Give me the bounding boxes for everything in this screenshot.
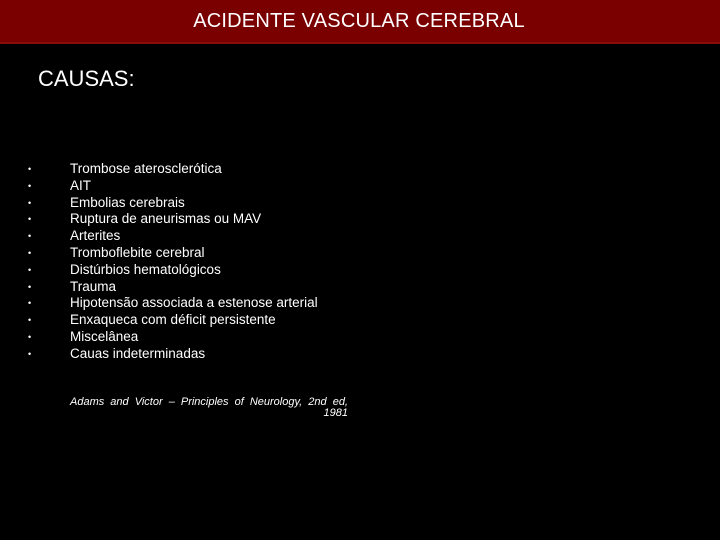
citation: Adams and Victor – Principles of Neurology, 2nd ed, 1981 xyxy=(70,396,348,419)
bullet-icon: • xyxy=(28,214,32,225)
list-item xyxy=(28,195,318,212)
bullet-icon: • xyxy=(28,348,32,359)
list-item xyxy=(28,245,318,262)
list-item-text: Ruptura de aneurismas ou MAV xyxy=(70,211,262,227)
list-item-text: Miscelânea xyxy=(70,328,139,344)
list-item-text: Trombose aterosclerótica xyxy=(70,161,222,176)
section-heading: CAUSAS: xyxy=(38,66,135,91)
list-item-text: Arterites xyxy=(70,228,121,244)
bullet-icon: • xyxy=(28,281,32,292)
list-item-text: Hipotensão associada a estenose arterial xyxy=(70,295,318,311)
list-item xyxy=(28,329,318,346)
list-item-text: AIT xyxy=(70,177,92,193)
list-item xyxy=(28,312,318,329)
list-item xyxy=(28,161,318,178)
bullet-icon: • xyxy=(28,247,32,258)
bullet-icon: • xyxy=(28,298,32,309)
causes-list xyxy=(28,161,318,363)
list-item-text: Embolias cerebrais xyxy=(70,194,185,210)
list-item-text: Tromboflebite cerebral xyxy=(70,244,205,260)
bullet-icon: • xyxy=(28,264,32,275)
list-item-text: Trauma xyxy=(70,278,117,294)
bullet-icon: • xyxy=(28,315,32,326)
slide-title: ACIDENTE VASCULAR CEREBRAL xyxy=(193,9,525,32)
list-item xyxy=(28,178,318,195)
list-item xyxy=(28,262,318,279)
list-item xyxy=(28,279,318,296)
list-item xyxy=(28,228,318,245)
bullet-icon: • xyxy=(28,180,32,191)
list-item xyxy=(28,295,318,312)
bullet-icon: • xyxy=(28,331,32,342)
list-item xyxy=(28,211,318,228)
bullet-icon: • xyxy=(28,231,32,242)
bullet-icon: • xyxy=(28,197,32,208)
list-item-text: Distúrbios hematológicos xyxy=(70,261,221,277)
list-item-text: Cauas indeterminadas xyxy=(70,345,206,361)
list-item xyxy=(28,346,318,363)
title-bar xyxy=(0,0,720,44)
list-item-text: Enxaqueca com déficit persistente xyxy=(70,312,276,328)
bullet-icon: • xyxy=(28,164,32,174)
